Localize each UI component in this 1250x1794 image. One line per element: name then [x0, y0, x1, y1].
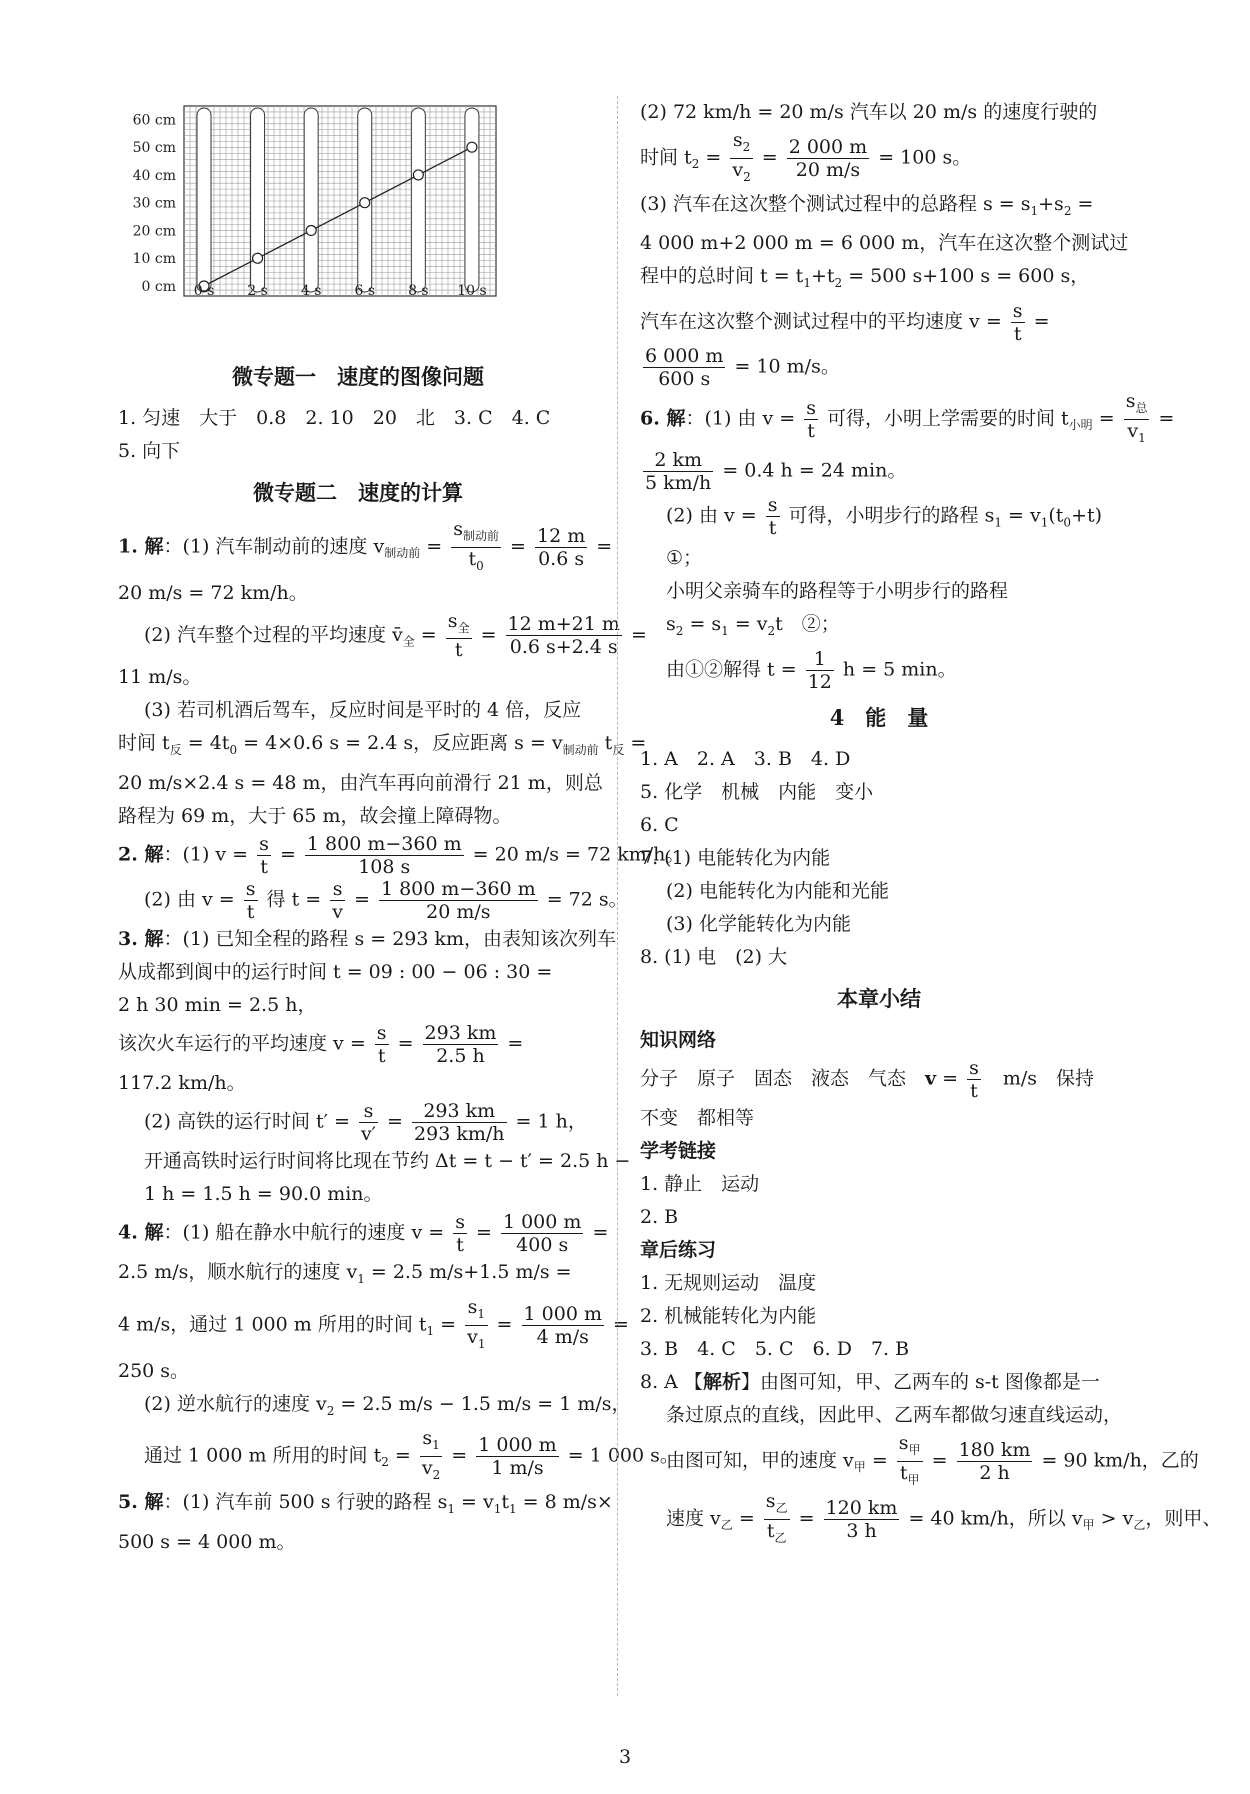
measuring-tube	[465, 108, 479, 292]
answer-line: 117.2 km/h。	[118, 1072, 246, 1095]
y-tick-label: 30 cm	[132, 195, 176, 212]
answer-line: (2) 逆水航行的速度 $v_2 = 2.5$ m/s − 1.5 m/s = 1 m/s，	[144, 1392, 631, 1418]
answer-line: 该次火车运行的平均速度 v = $\frac{s}{t}$ = $\frac{293 km}{2.5 h}$ =	[118, 1022, 524, 1068]
answer-line: 5. 化学 机械 内能 变小	[640, 780, 874, 803]
answer-line: 20 m/s = 72 km/h。	[118, 581, 308, 604]
answer-line: 4 000 m+2 000 m = 6 000 m，汽车在这次整个测试过	[640, 232, 1129, 255]
page-number: 3	[618, 1746, 632, 1768]
answer-line: 程中的总时间 $t = t_1+t_2 = 500$ s+100 s = 600 s，	[640, 265, 1090, 291]
data-point	[253, 253, 263, 263]
y-tick-label: 0 cm	[141, 279, 176, 295]
answer-line: 1. 无规则运动 温度	[640, 1271, 817, 1294]
subsection-title: 章后练习	[640, 1238, 717, 1261]
y-tick-label: 60 cm	[132, 112, 176, 129]
answer-line: (2) 电能转化为内能和光能	[666, 879, 889, 902]
measuring-tube	[304, 108, 318, 292]
answer-line: 1 h = 1.5 h = 90.0 min。	[144, 1183, 383, 1206]
answer-line: 20 m/s×2.4 s = 48 m，由汽车再向前滑行 21 m，则总	[118, 772, 603, 795]
position-time-chart	[118, 98, 588, 348]
answer-line: 开通高铁时运行时间将比现在节约 Δt = t − t′ = 2.5 h −	[144, 1150, 631, 1173]
answer-line: 从成都到阆中的运行时间 t = 09 : 00 − 06 : 30 =	[118, 961, 553, 984]
answer-line: (2) 由 v = $\frac{s}{t}$ 得 t = $\frac{s}{v}$ = $\frac{1 800 m-360 m}{20 m/s}$ = 72 s。	[144, 878, 628, 924]
answer-line: 6. 解：(1) 由 v = $\frac{s}{t}$ 可得，小明上学需要的时间 $t_{小明}$ = $\frac{s_总}{v_1}$ =	[640, 390, 1175, 445]
answer-line: 时间 $t_2$ = $\frac{s_2}{v_2}$ = $\frac{2 000 m}{20 m/s}$ = 100 s。	[640, 129, 972, 184]
x-tick-label: 0 s	[193, 283, 215, 299]
answer-line: 8. A 【解析】由图可知，甲、乙两车的 s-t 图像都是一	[640, 1370, 1100, 1393]
y-tick-label: 10 cm	[132, 251, 176, 268]
x-tick-label: 2 s	[247, 283, 268, 299]
answer-line: 250 s。	[118, 1359, 190, 1382]
y-tick-label: 50 cm	[132, 140, 176, 157]
answer-line: (3) 化学能转化为内能	[666, 912, 851, 935]
answer-line: 7. (1) 电能转化为内能	[640, 846, 831, 869]
answer-line: (3) 汽车在这次整个测试过程中的总路程 $s = s_1+s_2$ =	[640, 192, 1094, 218]
answer-line: ①；	[666, 547, 703, 570]
answer-line: (2) 72 km/h = 20 m/s 汽车以 20 m/s 的速度行驶的	[640, 101, 1098, 123]
answer-line: (2) 汽车整个过程的平均速度 $v̄_全$ = $\frac{s_全}{t}$ = $\frac{12 m+21 m}{0.6 s+2.4 s}$ =	[144, 609, 647, 662]
answer-line: 通过 1 000 m 所用的时间 $t_2$ = $\frac{s_1}{v_2}$ = $\frac{1 000 m}{1 m/s}$ = 1 000 s。	[144, 1427, 679, 1482]
data-point	[467, 142, 477, 152]
data-point	[413, 170, 423, 180]
answer-line: 速度 $v_乙$ = $\frac{s_乙}{t_乙}$ = $\frac{120 km}{3 h}$ = 40 km/h，所以 $v_甲 > v_乙$，则甲、	[666, 1490, 1222, 1546]
answer-line: 4. 解：(1) 船在静水中航行的速度 v = $\frac{s}{t}$ = $\frac{1 000 m}{400 s}$ =	[118, 1211, 609, 1257]
answer-line: 2. B	[640, 1205, 679, 1228]
x-tick-label: 6 s	[354, 283, 376, 299]
answer-line: 1. 匀速 大于 0.8 2. 10 20 北 3. C 4. C	[118, 407, 551, 429]
answer-line: (3) 若司机酒后驾车，反应时间是平时的 4 倍，反应	[144, 699, 582, 722]
x-tick-label: 8 s	[408, 283, 429, 299]
answer-line: 时间 $t_反 = 4t_0 = 4\times 0.6$ s = 2.4 s，反应距离 $s = v_{制动前}$ $t_反$ =	[118, 732, 647, 758]
measuring-tube	[411, 108, 425, 292]
answer-line: 2. 机械能转化为内能	[640, 1304, 817, 1327]
subsection-title: 学考链接	[640, 1139, 717, 1162]
answer-line: 5. 解：(1) 汽车前 500 s 行驶的路程 $s_1 = v_1t_1 = 8$ m/s×	[118, 1490, 613, 1516]
subsection-title: 知识网络	[640, 1028, 717, 1051]
answer-line: 2. 解：(1) v = $\frac{s}{t}$ = $\frac{1 800 m-360 m}{108 s}$ = 20 m/s = 72 km/h。	[118, 833, 685, 879]
y-tick-label: 40 cm	[132, 167, 176, 184]
answer-line: 6. C	[640, 813, 679, 836]
answer-line: 2 h 30 min = 2.5 h，	[118, 994, 317, 1017]
answer-line: 分子 原子 固态 液态 气态 v = $\frac{s}{t}$ m/s 保持	[640, 1056, 1094, 1102]
answer-line: 3. B 4. C 5. C 6. D 7. B	[640, 1337, 910, 1360]
answer-line: 4 m/s，通过 1 000 m 所用的时间 $t_1$ = $\frac{s_1}{v_1}$ = $\frac{1 000 m}{4 m/s}$ =	[118, 1295, 629, 1351]
answer-line: 8. (1) 电 (2) 大	[640, 945, 788, 968]
answer-line: 11 m/s。	[118, 666, 202, 689]
y-tick-label: 20 cm	[132, 223, 176, 240]
section-title: 微专题一 速度的图像问题	[232, 364, 484, 389]
answer-line: 3. 解：(1) 已知全程的路程 s = 293 km，由表知该次列车	[118, 928, 617, 951]
measuring-tube	[197, 108, 211, 292]
answer-line: 由图可知，甲的速度 $v_甲$ = $\frac{s_甲}{t_甲}$ = $\frac{180 km}{2 h}$ = 90 km/h，乙的	[666, 1431, 1199, 1487]
answer-line: 小明父亲骑车的路程等于小明步行的路程	[666, 580, 1009, 603]
column-divider	[617, 96, 618, 1696]
answer-line: 不变 都相等	[640, 1106, 755, 1129]
answer-line: $\frac{2 km}{5 km/h}$ = 0.4 h = 24 min。	[645, 448, 907, 494]
x-tick-label: 10 s	[457, 283, 487, 299]
answer-line: 1. 静止 运动	[640, 1172, 760, 1195]
answer-line: 条过原点的直线，因此甲、乙两车都做匀速直线运动，	[666, 1403, 1123, 1426]
section-title: 微专题二 速度的计算	[253, 480, 463, 505]
x-tick-label: 4 s	[300, 283, 322, 299]
answer-line: $s_2 = s_1 = v_2t$ ②；	[666, 613, 840, 638]
answer-line: $\frac{6 000 m}{600 s}$ = 10 m/s。	[645, 345, 840, 391]
answer-line: 2.5 m/s，顺水航行的速度 $v_1 = 2.5$ m/s+1.5 m/s =	[118, 1261, 572, 1286]
answer-line: 5. 向下	[118, 440, 181, 462]
section-title: 4 能 量	[829, 704, 929, 730]
answer-line: 500 s = 4 000 m。	[118, 1530, 296, 1553]
answer-line: (2) 由 v = $\frac{s}{t}$ 可得，小明步行的路程 $s_1 = v_1(t_0+t)$	[666, 493, 1103, 539]
answer-line: 1. A 2. A 3. B 4. D	[640, 747, 851, 770]
right-column	[640, 96, 1222, 1549]
answer-line: 1. 解：(1) 汽车制动前的速度 $v_{制动前}$ = $\frac{s_{制动前}}{t_0}$ = $\frac{12 m}{0.6 s}$ =	[118, 518, 613, 573]
measuring-tube	[251, 108, 265, 292]
answer-line: 路程为 69 m，大于 65 m，故会撞上障碍物。	[118, 805, 512, 828]
data-point	[306, 225, 316, 235]
answer-line: 由①②解得 t = $\frac{1}{12}$ h = 5 min。	[666, 647, 957, 693]
data-point	[360, 198, 370, 208]
section-title: 本章小结	[837, 985, 921, 1011]
answer-line: 汽车在这次整个测试过程中的平均速度 v = $\frac{s}{t}$ =	[640, 300, 1050, 346]
answer-line: (2) 高铁的运行时间 t′ = $\frac{s}{v'}$ = $\frac{293 km}{293 km/h}$ = 1 h，	[144, 1100, 587, 1146]
